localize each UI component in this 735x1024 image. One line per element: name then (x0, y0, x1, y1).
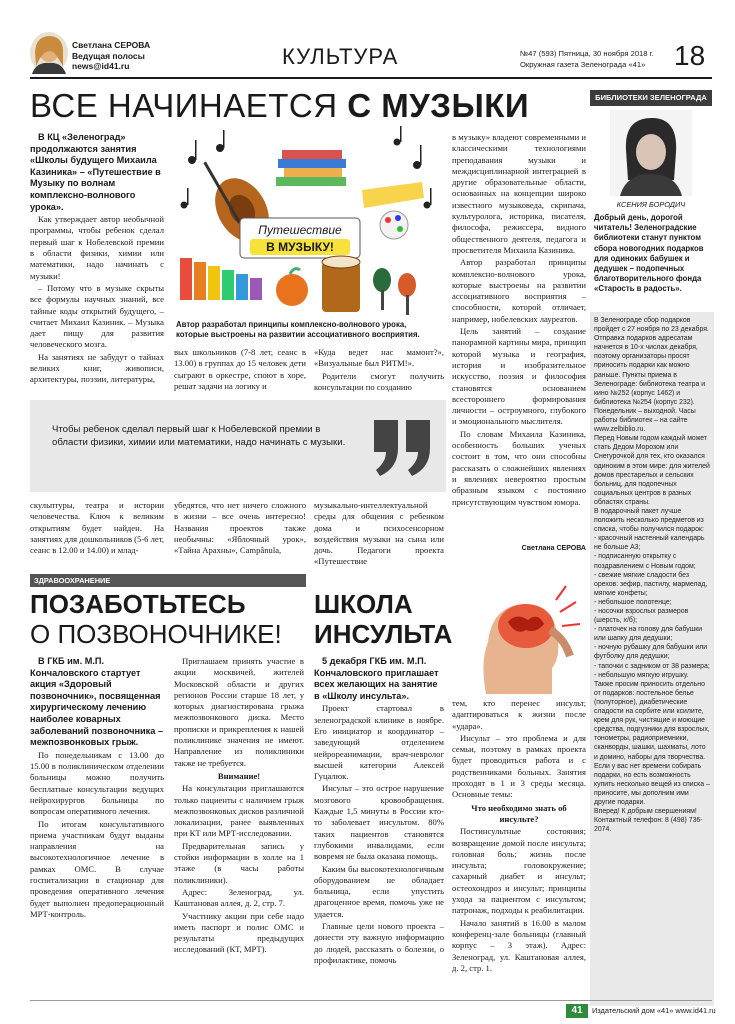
article1-caption: Автор разработал принципы комплексно-волнового урока, которые выстроены на развитии ассоциативного восприятия. (176, 320, 420, 339)
sidebar-paragraph: Перед Новым годом каждый может стать Дедом Морозом или Снегурочкой для тех, кто оказался одиноким в этом мире: для жителей домов престарелых и сельских больниц, для подопечных социальных центров в разных областях страны. (594, 435, 710, 506)
article1-quote-box (30, 400, 446, 492)
article2-subheading: Внимание! (217, 770, 261, 781)
article1-low-col3: музыкально-интеллектуальной среды для общения с ребенком дома и психосенсорном воздействия музыки на сына или дочь. Педагоги проекта «Путешествие (314, 500, 444, 567)
sidebar-paragraph: В Зеленограде сбор подарков пройдет с 27 ноября по 23 декабря. Отправка подарков адресатам начнется в 10-х числах декабря, поэтому организаторы просят приносить подарки как можно раньше. Пункты приема в Зеленограде: библиотека театра и кино №252 (корпус 1462) и библиотека №254 (корпус 232). Понедельник – выходной. Часы работы библиотек – на сайте www.zelbiblio.ru. (594, 317, 709, 434)
sidebar-paragraph: Если у вас нет времени собирать подарки, но есть возможность купить несколько вещей из списка – приносите, мы дополним ими другие подарки. (594, 762, 710, 806)
header-rule (30, 77, 712, 79)
article1-mid-col3: «Куда ведет нас мамонт?», «Визуальные был РИТМ!». (314, 347, 444, 369)
article3-col2 (452, 698, 586, 973)
article2-col1 (30, 656, 164, 946)
publisher-line[interactable]: Издательский дом «41» www.id41.ru (592, 1006, 716, 1015)
article1-paragraph: Цель занятий – создание панорамной картины мира, принцип которой музыка и география, история и изобразительное искусство, поэзия и философия становятся основанием всестороннего формирования личности – остроумного, глубокого и эмоционального мыслителя. (452, 326, 586, 427)
sidebar-paragraph: Вперед! К добрым свершениям! (594, 808, 697, 816)
author-avatar (30, 32, 68, 74)
article3-paragraph: Инсульт – это проблема и для семьи, поэтому в рамках проекта будет проводиться работа и с родственниками больных. Занятия проходят в 1 и 3 среды месяца. Основные темы: (452, 732, 586, 800)
article3-illustration (452, 582, 586, 694)
issue-line: №47 (593) Пятница, 30 ноября 2018 г. (520, 49, 654, 58)
article1-mid-col2: вых школьников (7-8 лет, сеанс в 13.00) в группах до 15 человек дети сыграют в оркестре, споют в хоре, решат задачи на логику и (174, 347, 306, 391)
article1-paragraph: – Потому что в музыке скрыты все формулы научных знаний, все тайные коды открытий будущего, – считает Михаил Казиник. – Музыка дает пищу для развития человеческого мозга. (30, 282, 164, 350)
article3-lead: 5 декабря ГКБ им. М.П. Кончаловского приглашает всех желающих на занятие в «Школу инсульта». (314, 656, 439, 701)
article3-paragraph: Каким бы высокотехнологичным оборудованием не обладает больница, если упустить драгоценное время, помочь уже не удается. (314, 863, 444, 919)
article2-headline-2: О ПОЗВОНОЧНИКЕ! (30, 619, 282, 649)
sidebar-photo-name: КСЕНИЯ БОРОДИЧ (616, 200, 686, 209)
article1-low-col1: скульптуры, театра и истории человечества. Ключ к великим открытиям будет найден. На занятиях для дошкольников (5-6 лет, сеанс в 12.00 и 14.00) и млад- (30, 500, 164, 556)
sidebar-list-item: - свежие мягкие сладости без орехов: зефир, пастилу, мармелад, мягкие конфеты; (594, 571, 708, 597)
sidebar-list-item: - платочек на голову для бабушки или шапку для дедушки; (594, 626, 703, 643)
page-number: 18 (674, 40, 706, 71)
article1-headline (30, 88, 529, 124)
music-collage-icon (172, 130, 440, 318)
publisher-logo-text: 41 (571, 1005, 583, 1016)
article2-paragraph: Приглашаем принять участие в акции москвичей, жителей Московской области и других регионов России старше 18 лет, у которых диагностирована грыжа межпозвонкового диска. Место прописки и прикрепления к нашей поликлинике значения не имеют. Направление из поликлиники также не требуется. (174, 656, 304, 768)
article1-paragraph: в музыку» владеют современными и классическими технологиями преподавания музыки и междисциплинарной интеграцией в другие образовательные области, основанных на концепции широко известного музыковеда, скрипача, культуролога, историка, писателя, философа, режиссера, видного общественного деятеля, педагога и просветителя Михаила Казиника. (452, 132, 586, 255)
author-role: Ведущая полосы (72, 50, 145, 61)
publisher-logo (566, 1004, 588, 1018)
article1-low-col2: убедятся, что нет ничего сложного в жизни – все очень интересно! Названия проектов также необычны: «Яблочный урок», «Тайна Арахны», Campânula, (174, 500, 306, 556)
footer-rule (30, 1000, 712, 1001)
sidebar-body (590, 312, 714, 1006)
sidebar-list-item: - подписанную открытку с поздравлением с Новым годом; (594, 553, 696, 570)
person-photo-icon (610, 110, 692, 196)
article1-paragraph: Как утверждает автор необычной программы, чтобы ребенок сделал первый шаг к Нобелевской премии в области физики, химии или математики, надо начинать с музыки! (30, 214, 164, 281)
article3-paragraph: Инсульт – это острое нарушение мозгового кровообращения. Каждые 1,5 минуты в России кто-то заболевает инсультом. 80% таких пациентов становятся глубокими инвалидами, если вовремя не была оказана помощь. (314, 783, 444, 862)
sidebar-photo (610, 110, 692, 196)
sidebar-paragraph: Также просим приносить отдельно от подарков: постельное белье (полуторное), диабетические сладости на сорбите или ксилите, крем для рук, чистящие и моющие средства, подгузники для взрослых, тонометры, радиоприемники, сканворды, шашки, шахматы, лото и домино, наборы для творчества. (594, 680, 710, 761)
article1-quote: Чтобы ребенок сделал первый шаг к Нобелевской премии в области физики, химии или математики, надо начинать с музыки. (52, 424, 346, 448)
article3-paragraph: Постинсультные состояния; возвращение домой после инсульта; головная боль; жизнь после инсульта; головокружение; сахарный диабет и инсульт; остеохондроз и инсульт; принципы ухода за пациентом с инсультом; патронаж, подходы к реабилитации. (452, 826, 586, 916)
article1-illustration (172, 130, 440, 318)
article3-headline-2: ИНСУЛЬТА (314, 619, 453, 649)
article3-paragraph: Начало занятий в 16.00 в малом конференц-зале больницы (главный корпус – 3 этаж). Адрес: Зеленоград, ул. Каштановая аллея, д. 2, стр. 1. (452, 917, 586, 973)
article3-col1 (314, 656, 444, 965)
article3-paragraph: тем, кто перенес инсульт, адаптироваться к жизни после «удара». (452, 698, 586, 731)
article2-col2 (174, 656, 304, 956)
sidebar-list-item: - тапочки с задником от 38 размера; (594, 662, 710, 670)
sidebar-list-item: - небольшое полотенце; (594, 598, 672, 606)
article1-paragraph: По словам Михаила Казиника, особенность больших ученых состоит в том, что они способны рассказать о сложнейших явлениях и явлениях невероятно простым образным языком с постоянно присутствующим чувством юмора. (452, 428, 586, 507)
sidebar-contact: Контактный телефон: 8 (498) 736-2074. (594, 817, 703, 834)
sidebar-paragraph: В подарочный пакет лучше положить несколько предметов из списка, чтобы получился подарок: (594, 507, 704, 534)
section-title: КУЛЬТУРА (282, 44, 399, 69)
article1-paragraph: На занятиях не забудут о тайнах великих книг, живописи, архитектуры, поэзии, литературы, (30, 351, 164, 385)
article3-paragraph: Главные цели нового проекта – донести эту важную информацию до людей, рассказать о болезни, о профилактике, помочь (314, 921, 444, 965)
sidebar-list-item: - красочный настенный календарь не больше А3; (594, 535, 705, 552)
sidebar-header: БИБЛИОТЕКИ ЗЕЛЕНОГРАДА (590, 90, 712, 106)
article1-paragraph: Автор разработал принципы комплексно-волнового урока, которые выстроены на развитии ассоциативного восприятия – способности, которой отличает, например, нобелевских лауреатов. (452, 257, 586, 324)
article2-paragraph: По итогам консультативного приема участникам будут выданы направления на высокотехнологичное лечение в рамках ОМС. В случае госпитализации в стационар для проведения оперативного лечения будет выполнен предоперационный МРТ-контроль. (30, 818, 164, 919)
sidebar-list-item: - носочки взрослых размеров (шерсть, х/б); (594, 608, 689, 625)
article3-subheading: Что необходимо знать об инсульте? (471, 802, 567, 824)
article1-lead: В КЦ «Зеленоград» продолжаются занятия «Школы будущего Михаила Казиника» – «Путешествие в Музыку по волнам комплексно-волнового урока». (30, 132, 161, 212)
article2-paragraph: На консультации приглашаются только пациенты с наличием грыж межпозвонковых дисков различной локализации, ранее выявленных при КТ или МРТ-исследовании. (174, 783, 304, 839)
author-email[interactable]: news@id41.ru (72, 61, 130, 71)
article2-tag: ЗДРАВООХРАНЕНИЕ (30, 574, 306, 587)
sidebar-list-item: - ночную рубашку для бабушки или футболку для дедушки; (594, 644, 708, 661)
article1-col4 (452, 132, 586, 532)
article3-headline-1: ШКОЛА (314, 589, 413, 619)
article2-headline-1: ПОЗАБОТЬТЕСЬ (30, 589, 246, 619)
article2-paragraph: По понедельникам с 13.00 до 15.00 в поликлиническом отделении больницы можно получить бесплатные консультации ведущих нейрохирургов больницы по вопросам оперативного лечения. (30, 749, 164, 817)
article1-headline-a: ВСЕ НАЧИНАЕТСЯ (30, 87, 338, 124)
article3-paragraph: Проект стартовал в зеленоградской клинике в ноябре. Его инициатор и координатор – заведующий отделением нейрореанимации, врач-невролог высшей категории Алексей Гуцалюк. (314, 703, 444, 782)
article2-lead: В ГКБ им. М.П. Кончаловского стартует акция «Здоровый позвоночник», посвященная хирургическому лечению наиболее коварных заболеваний позвоночника – межпозвонковых грыж. (30, 656, 164, 748)
article2-paragraph: Предварительная запись у стойки информации в холле на 1 этаже (в часы работы поликлиники). (174, 840, 304, 885)
author-photo-icon (30, 32, 68, 74)
article1-byline: Светлана СЕРОВА (521, 545, 586, 552)
article2-paragraph: Адрес: Зеленоград, ул. Каштановая аллея, д. 2, стр. 7. (174, 886, 304, 909)
author-name: Светлана СЕРОВА (72, 40, 151, 50)
article2-paragraph: Участнику акции при себе надо иметь паспорт и полис ОМС и результаты предыдущих исследований (КТ, МРТ). (174, 910, 304, 955)
sidebar-list-item: - небольшую мягкую игрушку. (594, 671, 689, 679)
quote-mark-icon (370, 414, 436, 480)
paper-line: Окружная газета Зеленограда «41» (520, 59, 646, 69)
head-pain-icon (452, 582, 586, 694)
article1-mid-col3-p2: Родители смогут получить консультации по созданию (314, 370, 444, 392)
banner-line-1: Путешествие (258, 223, 342, 237)
article1-headline-b: С МУЗЫКИ (347, 87, 530, 124)
sidebar-lead: Добрый день, дорогой читатель! Зеленоградские библиотеки станут пунктом сбора новогодних подарков для одиноких бабушек и дедушек – подопечных благотворительного фонда «Старость в радость». (594, 213, 704, 294)
banner-line-2: В МУЗЫКУ! (266, 240, 334, 254)
